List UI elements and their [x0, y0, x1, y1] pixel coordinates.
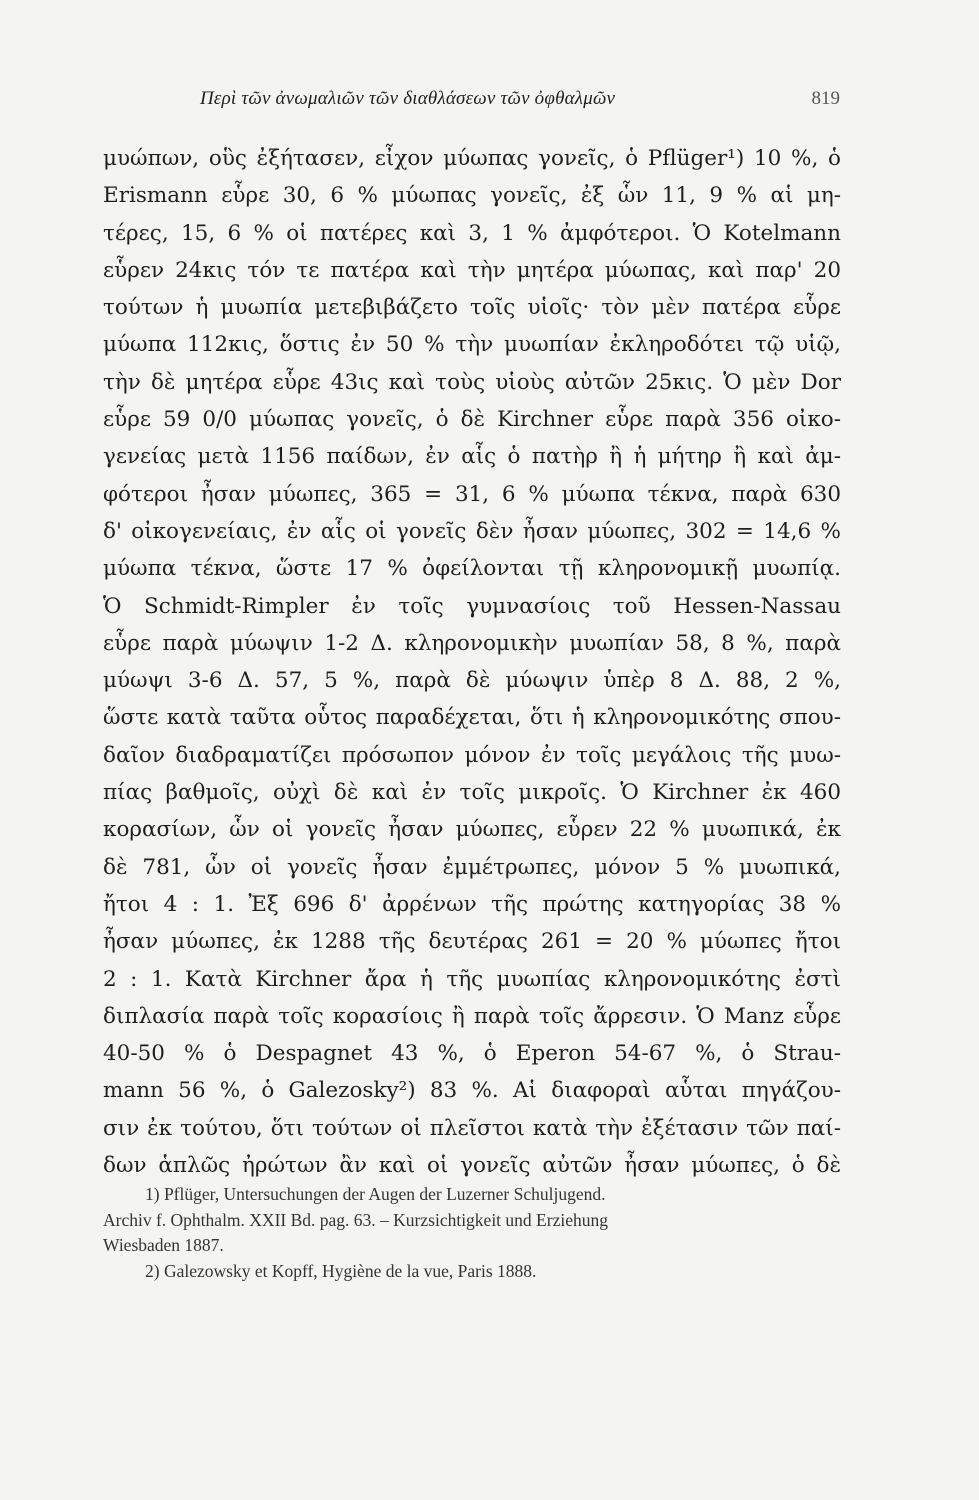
body-text: [103, 140, 841, 1184]
footnote-2: 2) Galezowsky et Kopff, Hygiène de la vue, Paris 1888.: [145, 1260, 537, 1281]
text-line: εὗρε 59 0/0 μύωπας γονεῖς, ὁ δὲ Kirchner εὗρε παρὰ 356 οἰκο-: [103, 407, 841, 433]
text-line: 40-50 % ὁ Despagnet 43 %, ὁ Eperon 54-67 %, ὁ Strau-: [103, 1041, 841, 1067]
text-line: ἤτοι 4 : 1. Ἐξ 696 δ' ἀρρένων τῆς πρώτης κατηγορίας 38 %: [103, 891, 841, 917]
text-line: σιν ἐκ τούτου, ὅτι τούτων οἱ πλεῖστοι κατὰ τὴν ἐξέτασιν τῶν παί-: [103, 1115, 841, 1141]
text-line: δων ἁπλῶς ἠρώτων ἂν καὶ οἱ γονεῖς αὐτῶν ἦσαν μύωπες, ὁ δὲ: [103, 1153, 841, 1179]
text-line: κορασίων, ὧν οἱ γονεῖς ἦσαν μύωπες, εὗρεν 22 % μυωπικά, ἐκ: [103, 817, 841, 843]
footnote-1-line-3: Wiesbaden 1887.: [103, 1235, 224, 1255]
text-line: mann 56 %, ὁ Galezosky²) 83 %. Αἱ διαφοραὶ αὗται πηγάζου-: [103, 1078, 841, 1104]
text-line: μυώπων, οὓς ἐξήτασεν, εἶχον μύωπας γονεῖς, ὁ Pflüger¹) 10 %, ὁ: [103, 146, 841, 171]
text-line: Ὁ Schmidt-Rimpler ἐν τοῖς γυμνασίοις τοῦ Hessen-Nassau: [103, 593, 841, 619]
text-line: εὗρε παρὰ μύωψιν 1-2 Δ. κληρονομικὴν μυωπίαν 58, 8 %, παρὰ: [103, 630, 841, 656]
text-line: εὗρεν 24κις τόν τε πατέρα καὶ τὴν μητέρα μύωπας, καὶ παρ' 20: [103, 257, 841, 283]
text-line: τὴν δὲ μητέρα εὗρε 43ις καὶ τοὺς υἱοὺς αὐτῶν 25κις. Ὁ μὲν Dor: [103, 369, 841, 395]
text-line: μύωψι 3-6 Δ. 57, 5 %, παρὰ δὲ μύωψιν ὑπὲρ 8 Δ. 88, 2 %,: [103, 668, 841, 694]
footnote-1-line-1: 1) Pflüger, Untersuchungen der Augen der Luzerner Schuljugend.: [145, 1184, 606, 1204]
text-line: ἦσαν μύωπες, ἐκ 1288 τῆς δευτέρας 261 = 20 % μύωπες ἤτοι: [103, 929, 841, 955]
text-line: μύωπα τέκνα, ὥστε 17 % ὀφείλονται τῇ κληρονομικῇ μυωπίᾳ.: [103, 556, 841, 582]
text-line: δ' οἰκογενείαις, ἐν αἷς οἱ γονεῖς δὲν ἦσαν μύωπες, 302 = 14,6 %: [103, 518, 841, 544]
footnotes: [103, 1182, 841, 1284]
footnote-1-line-2: Archiv f. Ophthalm. XXII Bd. pag. 63. – Kurzsichtigkeit und Erziehung: [103, 1209, 608, 1230]
page-header: [200, 88, 840, 118]
text-line: τούτων ἡ μυωπία μετεβιβάζετο τοῖς υἱοῖς· τὸν μὲν πατέρα εὗρε: [103, 295, 841, 321]
text-line: ὥστε κατὰ ταῦτα οὗτος παραδέχεται, ὅτι ἡ κληρονομικότης σπου-: [103, 705, 841, 731]
text-line: μύωπα 112κις, ὅστις ἐν 50 % τὴν μυωπίαν ἐκληροδότει τῷ υἱῷ,: [103, 332, 841, 358]
page-number: 819: [811, 88, 840, 109]
text-line: Erismann εὗρε 30, 6 % μύωπας γονεῖς, ἐξ ὧν 11, 9 % αἱ μη-: [103, 183, 841, 209]
text-line: διπλασία παρὰ τοῖς κορασίοις ἢ παρὰ τοῖς ἄρρεσιν. Ὁ Manz εὗρε: [103, 1003, 841, 1029]
text-line: δαῖον διαδραματίζει πρόσωπον μόνον ἐν τοῖς μεγάλοις τῆς μυω-: [103, 742, 841, 768]
text-line: πίας βαθμοῖς, οὐχὶ δὲ καὶ ἐν τοῖς μικροῖς. Ὁ Kirchner ἐκ 460: [103, 780, 841, 806]
running-title: Περὶ τῶν ἀνωμαλιῶν τῶν διαθλάσεων τῶν ὀφθαλμῶν: [200, 88, 616, 109]
text-line: φότεροι ἦσαν μύωπες, 365 = 31, 6 % μύωπα τέκνα, παρὰ 630: [103, 481, 841, 507]
text-line: γενείας μετὰ 1156 παίδων, ἐν αἷς ὁ πατὴρ ἢ ἡ μήτηρ ἢ καὶ ἀμ-: [103, 444, 841, 470]
text-line: δὲ 781, ὧν οἱ γονεῖς ἦσαν ἐμμέτρωπες, μόνον 5 % μυωπικά,: [103, 854, 841, 880]
text-line: 2 : 1. Κατὰ Kirchner ἄρα ἡ τῆς μυωπίας κληρονομικότης ἐστὶ: [103, 966, 841, 992]
text-line: τέρες, 15, 6 % οἱ πατέρες καὶ 3, 1 % ἀμφότεροι. Ὁ Kotelmann: [103, 220, 841, 246]
